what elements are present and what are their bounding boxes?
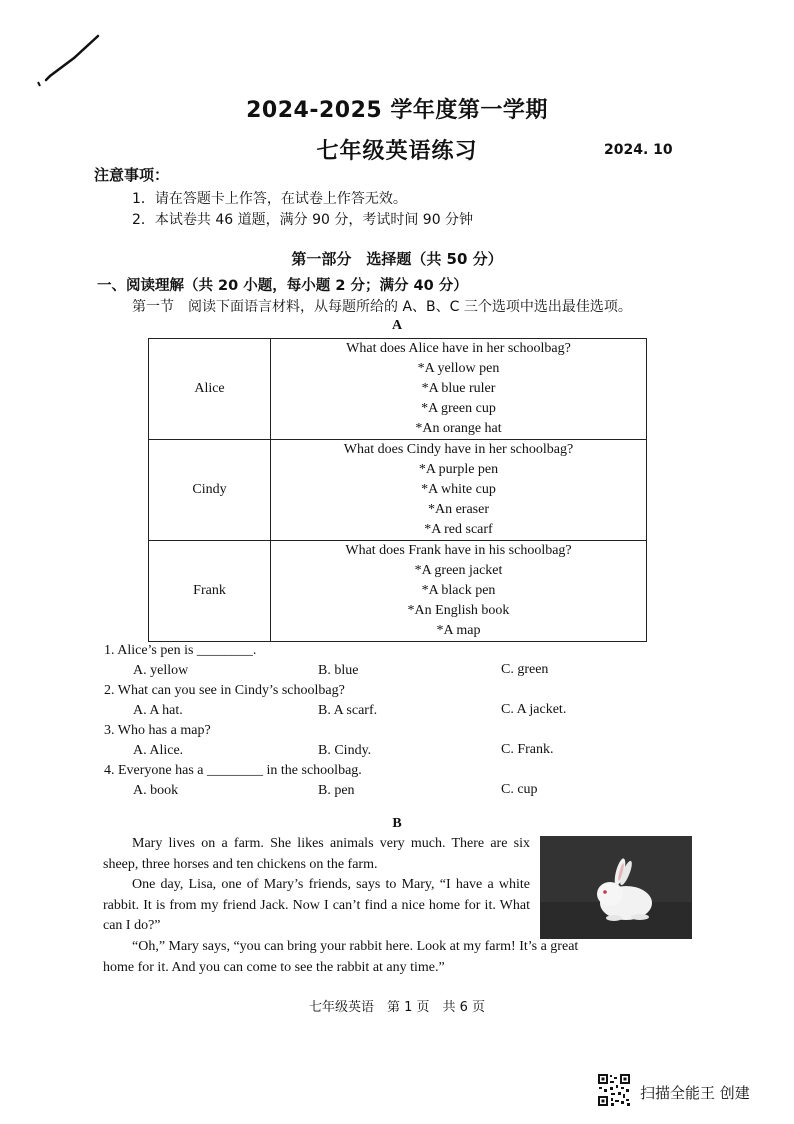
schoolbag-item: *A blue ruler	[421, 381, 496, 396]
answer-option: A. A hat.	[133, 703, 183, 718]
schoolbag-item: *A yellow pen	[417, 361, 500, 376]
table-row	[149, 440, 647, 541]
schoolbag-item: *An English book	[407, 603, 510, 618]
answer-option: C. A jacket.	[501, 702, 567, 717]
answer-option: B. Cindy.	[318, 743, 372, 758]
question-stem: 1. Alice’s pen is ________.	[104, 643, 257, 658]
answer-option: A. Alice.	[133, 743, 184, 758]
answer-option: B. pen	[318, 783, 355, 798]
passage-paragraph: Mary lives on a farm. She likes animals very much. There are six sheep, three horses and ten chickens on the farm.	[103, 836, 530, 872]
schoolbag-item: *An orange hat	[415, 421, 502, 436]
schoolbag-table	[148, 338, 647, 642]
scanner-watermark-text: 扫描全能王 创建	[640, 1084, 750, 1102]
note-item: 1．请在答题卡上作答，在试卷上作答无效。	[132, 191, 407, 207]
table-row	[149, 541, 647, 642]
rabbit-photo	[540, 836, 692, 939]
passage-paragraph: “Oh,” Mary says, “you can bring your rabbit here. Look at my farm! It’s a great home for it. And you can come to see the rabbit at any time.”	[103, 939, 579, 975]
section-title: 一、阅读理解（共 20 小题，每小题 2 分；满分 40 分）	[97, 278, 468, 294]
schoolbag-item: *A red scarf	[424, 522, 493, 537]
answer-option: B. A scarf.	[318, 703, 378, 718]
schoolbag-item: *A purple pen	[418, 462, 499, 477]
schoolbag-item: *A black pen	[421, 583, 496, 598]
answer-option: A. book	[133, 783, 179, 798]
schoolbag-item: *A green jacket	[414, 563, 503, 578]
exam-title-line2: 七年级英语练习	[316, 139, 478, 164]
page-footer: 七年级英语 第 1 页 共 6 页	[308, 1000, 486, 1015]
part-title: 第一部分 选择题（共 50 分）	[291, 250, 503, 268]
schoolbag-item: *A green cup	[421, 401, 496, 416]
schoolbag-question: What does Cindy have in her schoolbag?	[343, 442, 574, 457]
schoolbag-item: *A map	[436, 623, 481, 638]
answer-option: C. cup	[501, 782, 538, 797]
question-stem: 4. Everyone has a ________ in the schoolbag.	[104, 763, 362, 778]
answer-option: B. blue	[318, 663, 359, 678]
exam-title-line1: 2024-2025 学年度第一学期	[246, 98, 548, 123]
table-row	[149, 339, 647, 440]
person-name: Frank	[149, 541, 271, 642]
schoolbag-question: What does Frank have in his schoolbag?	[345, 543, 572, 558]
notes-heading: 注意事项：	[94, 166, 170, 184]
exam-date: 2024. 10	[604, 142, 673, 158]
rabbit-icon	[540, 836, 692, 939]
schoolbag-items	[271, 440, 647, 541]
schoolbag-question: What does Alice have in her schoolbag?	[346, 341, 571, 356]
schoolbag-items	[271, 339, 647, 440]
person-name: Alice	[149, 339, 271, 440]
person-name: Cindy	[149, 440, 271, 541]
pen-mark	[36, 34, 106, 88]
passage-paragraph: One day, Lisa, one of Mary’s friends, says to Mary, “I have a white rabbit. It is from my friend Jack. Now I can’t find a nice home for it. What can I do?”	[103, 877, 530, 933]
schoolbag-item: *An eraser	[427, 502, 490, 517]
answer-option: C. green	[501, 662, 549, 677]
question-stem: 3. Who has a map?	[104, 723, 211, 738]
schoolbag-item: *A white cup	[421, 482, 496, 497]
passage-a-label: A	[391, 318, 403, 333]
answer-option: C. Frank.	[501, 742, 554, 757]
answer-option: A. yellow	[133, 663, 189, 678]
qr-code-icon	[597, 1073, 631, 1107]
question-stem: 2. What can you see in Cindy’s schoolbag?	[104, 683, 345, 698]
passage-b-label: B	[392, 816, 402, 831]
schoolbag-items	[271, 541, 647, 642]
subsection-instructions: 第一节 阅读下面语言材料，从每题所给的 A、B、C 三个选项中选出最佳选项。	[132, 299, 632, 315]
note-item: 2．本试卷共 46 道题，满分 90 分，考试时间 90 分钟	[132, 212, 474, 228]
